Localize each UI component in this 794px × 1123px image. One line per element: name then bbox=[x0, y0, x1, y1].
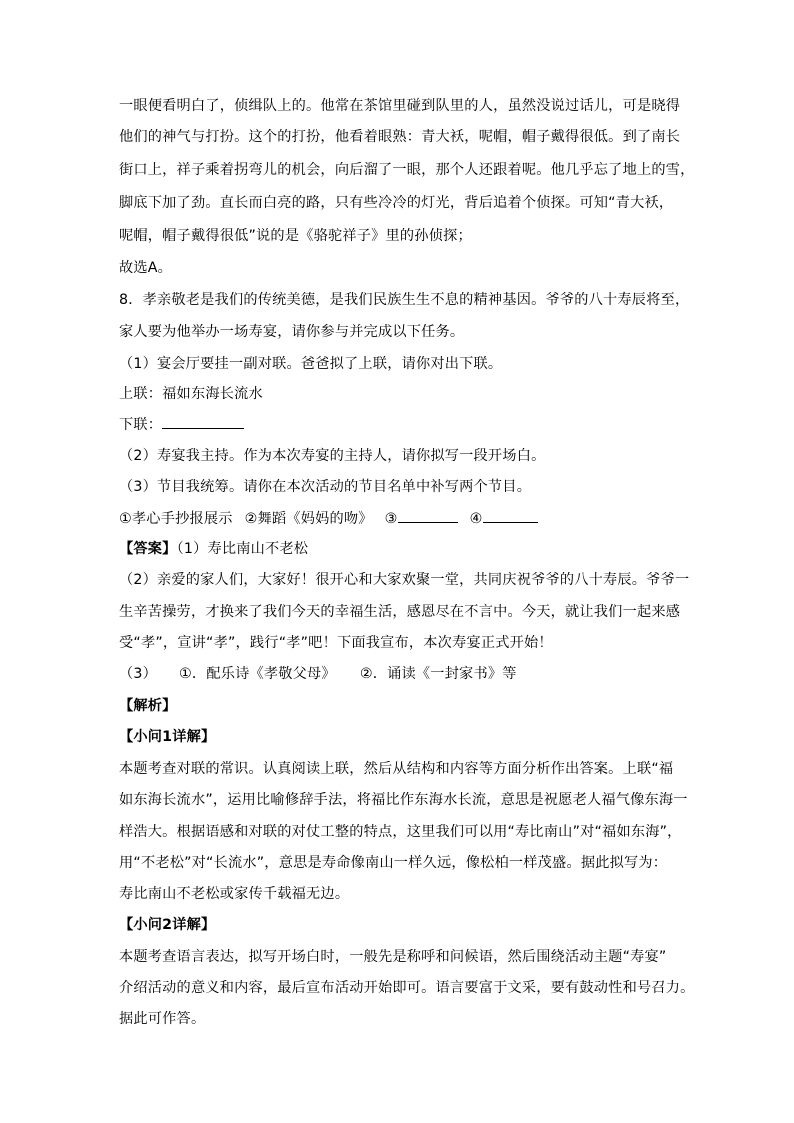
answer-part1-line bbox=[119, 539, 308, 559]
sub2-line: 据此可作答。 bbox=[119, 1011, 206, 1027]
program-list bbox=[119, 508, 538, 529]
program-item-4: ④ bbox=[469, 511, 483, 527]
sub1-line: 用“不老松”对“长流水”，意思是寿命像南山一样久远，像松柏一样茂盛。据此拟写为： bbox=[119, 855, 668, 871]
answer-part3-item2: ②．诵读《一封家书》等 bbox=[359, 666, 517, 682]
program-blank-3 bbox=[398, 508, 458, 523]
passage-line: 脚底下加了劲。直长而白亮的路，只有些冷冷的灯光，背后追着个侦探。可知“青大袄， bbox=[119, 195, 674, 211]
answer-part2: 受“孝”，宣讲“孝”，践行“孝”吧！下面我宣布，本次寿宴正式开始！ bbox=[119, 635, 553, 651]
answer-part1: （1）寿比南山不老松 bbox=[176, 541, 309, 557]
program-item-3: ③ bbox=[384, 511, 398, 527]
question-part3: （3）节目我统筹。请你在本次活动的节目名单中补写两个节目。 bbox=[119, 479, 532, 495]
answer-part2: （2）亲爱的家人们，大家好！很开心和大家欢聚一堂，共同庆祝爷爷的八十寿辰。爷爷一 bbox=[119, 572, 690, 588]
sub2-line: 本题考查语言表达，拟写开场白时，一般先是称呼和问候语，然后围绕活动主题“寿宴” bbox=[119, 949, 667, 965]
passage-line: 街口上，祥子乘着拐弯儿的机会，向后溜了一眼，那个人还跟着呢。他几乎忘了地上的雪， bbox=[119, 162, 695, 178]
sub1-line: 如东海长流水”，运用比喻修辞手法，将福比作东海水长流，意思是祝愿老人福气像东海一 bbox=[119, 792, 688, 808]
question-part2: （2）寿宴我主持。作为本次寿宴的主持人，请你拟写一段开场白。 bbox=[119, 448, 546, 464]
sub1-label: 【小问1详解】 bbox=[119, 729, 216, 745]
program-item-1: ①孝心手抄报展示 bbox=[119, 511, 233, 527]
lower-couplet-label: 下联： bbox=[119, 417, 163, 433]
answer-part3-label: （3） bbox=[119, 666, 158, 682]
sub2-label: 【小问2详解】 bbox=[119, 917, 216, 933]
sub1-line: 本题考查对联的常识。认真阅读上联，然后从结构和内容等方面分析作出答案。上联“福 bbox=[119, 761, 674, 777]
passage-line: 呢帽，帽子戴得很低”说的是《骆驼祥子》里的孙侦探； bbox=[119, 228, 472, 244]
question-stem: 家人要为他举办一场寿宴，请你参与并完成以下任务。 bbox=[119, 324, 465, 340]
question-stem: 8．孝亲敬老是我们的传统美德，是我们民族生生不息的精神基因。爷爷的八十寿辰将至， bbox=[119, 292, 690, 308]
lower-couplet-blank bbox=[162, 414, 244, 429]
choice-answer: 故选A。 bbox=[119, 260, 173, 276]
program-blank-4 bbox=[483, 508, 538, 523]
lower-couplet bbox=[119, 414, 244, 435]
answer-part3-line bbox=[119, 664, 517, 684]
program-item-2: ②舞蹈《妈妈的吻》 bbox=[244, 511, 373, 527]
analysis-label: 【解析】 bbox=[119, 698, 177, 714]
upper-couplet: 上联：福如东海长流水 bbox=[119, 386, 263, 402]
answer-part2: 生辛苦操劳，才换来了我们今天的幸福生活，感恩尽在不言中。今天，就让我们一起来感 bbox=[119, 604, 681, 620]
sub2-line: 介绍活动的意义和内容，最后宣布活动开始即可。语言要富于文采，要有鼓动性和号召力。 bbox=[119, 980, 695, 996]
question-part1: （1）宴会厅要挂一副对联。爸爸拟了上联，请你对出下联。 bbox=[119, 356, 503, 372]
sub1-line: 寿比南山不老松或家传千载福无边。 bbox=[119, 886, 350, 902]
answer-label: 【答案】 bbox=[119, 541, 177, 557]
passage-line: 他们的神气与打扮。这个的打扮，他看着眼熟：青大袄，呢帽，帽子戴得很低。到了南长 bbox=[119, 129, 681, 145]
passage-line: 一眼便看明白了，侦缉队上的。他常在茶馆里碰到队里的人，虽然没说过话儿，可是晓得 bbox=[119, 98, 681, 114]
sub1-line: 样浩大。根据语感和对联的对仗工整的特点，这里我们可以用“寿比南山”对“福如东海”， bbox=[119, 824, 682, 840]
answer-part3-item1: ①．配乐诗《孝敬父母》 bbox=[179, 666, 336, 682]
